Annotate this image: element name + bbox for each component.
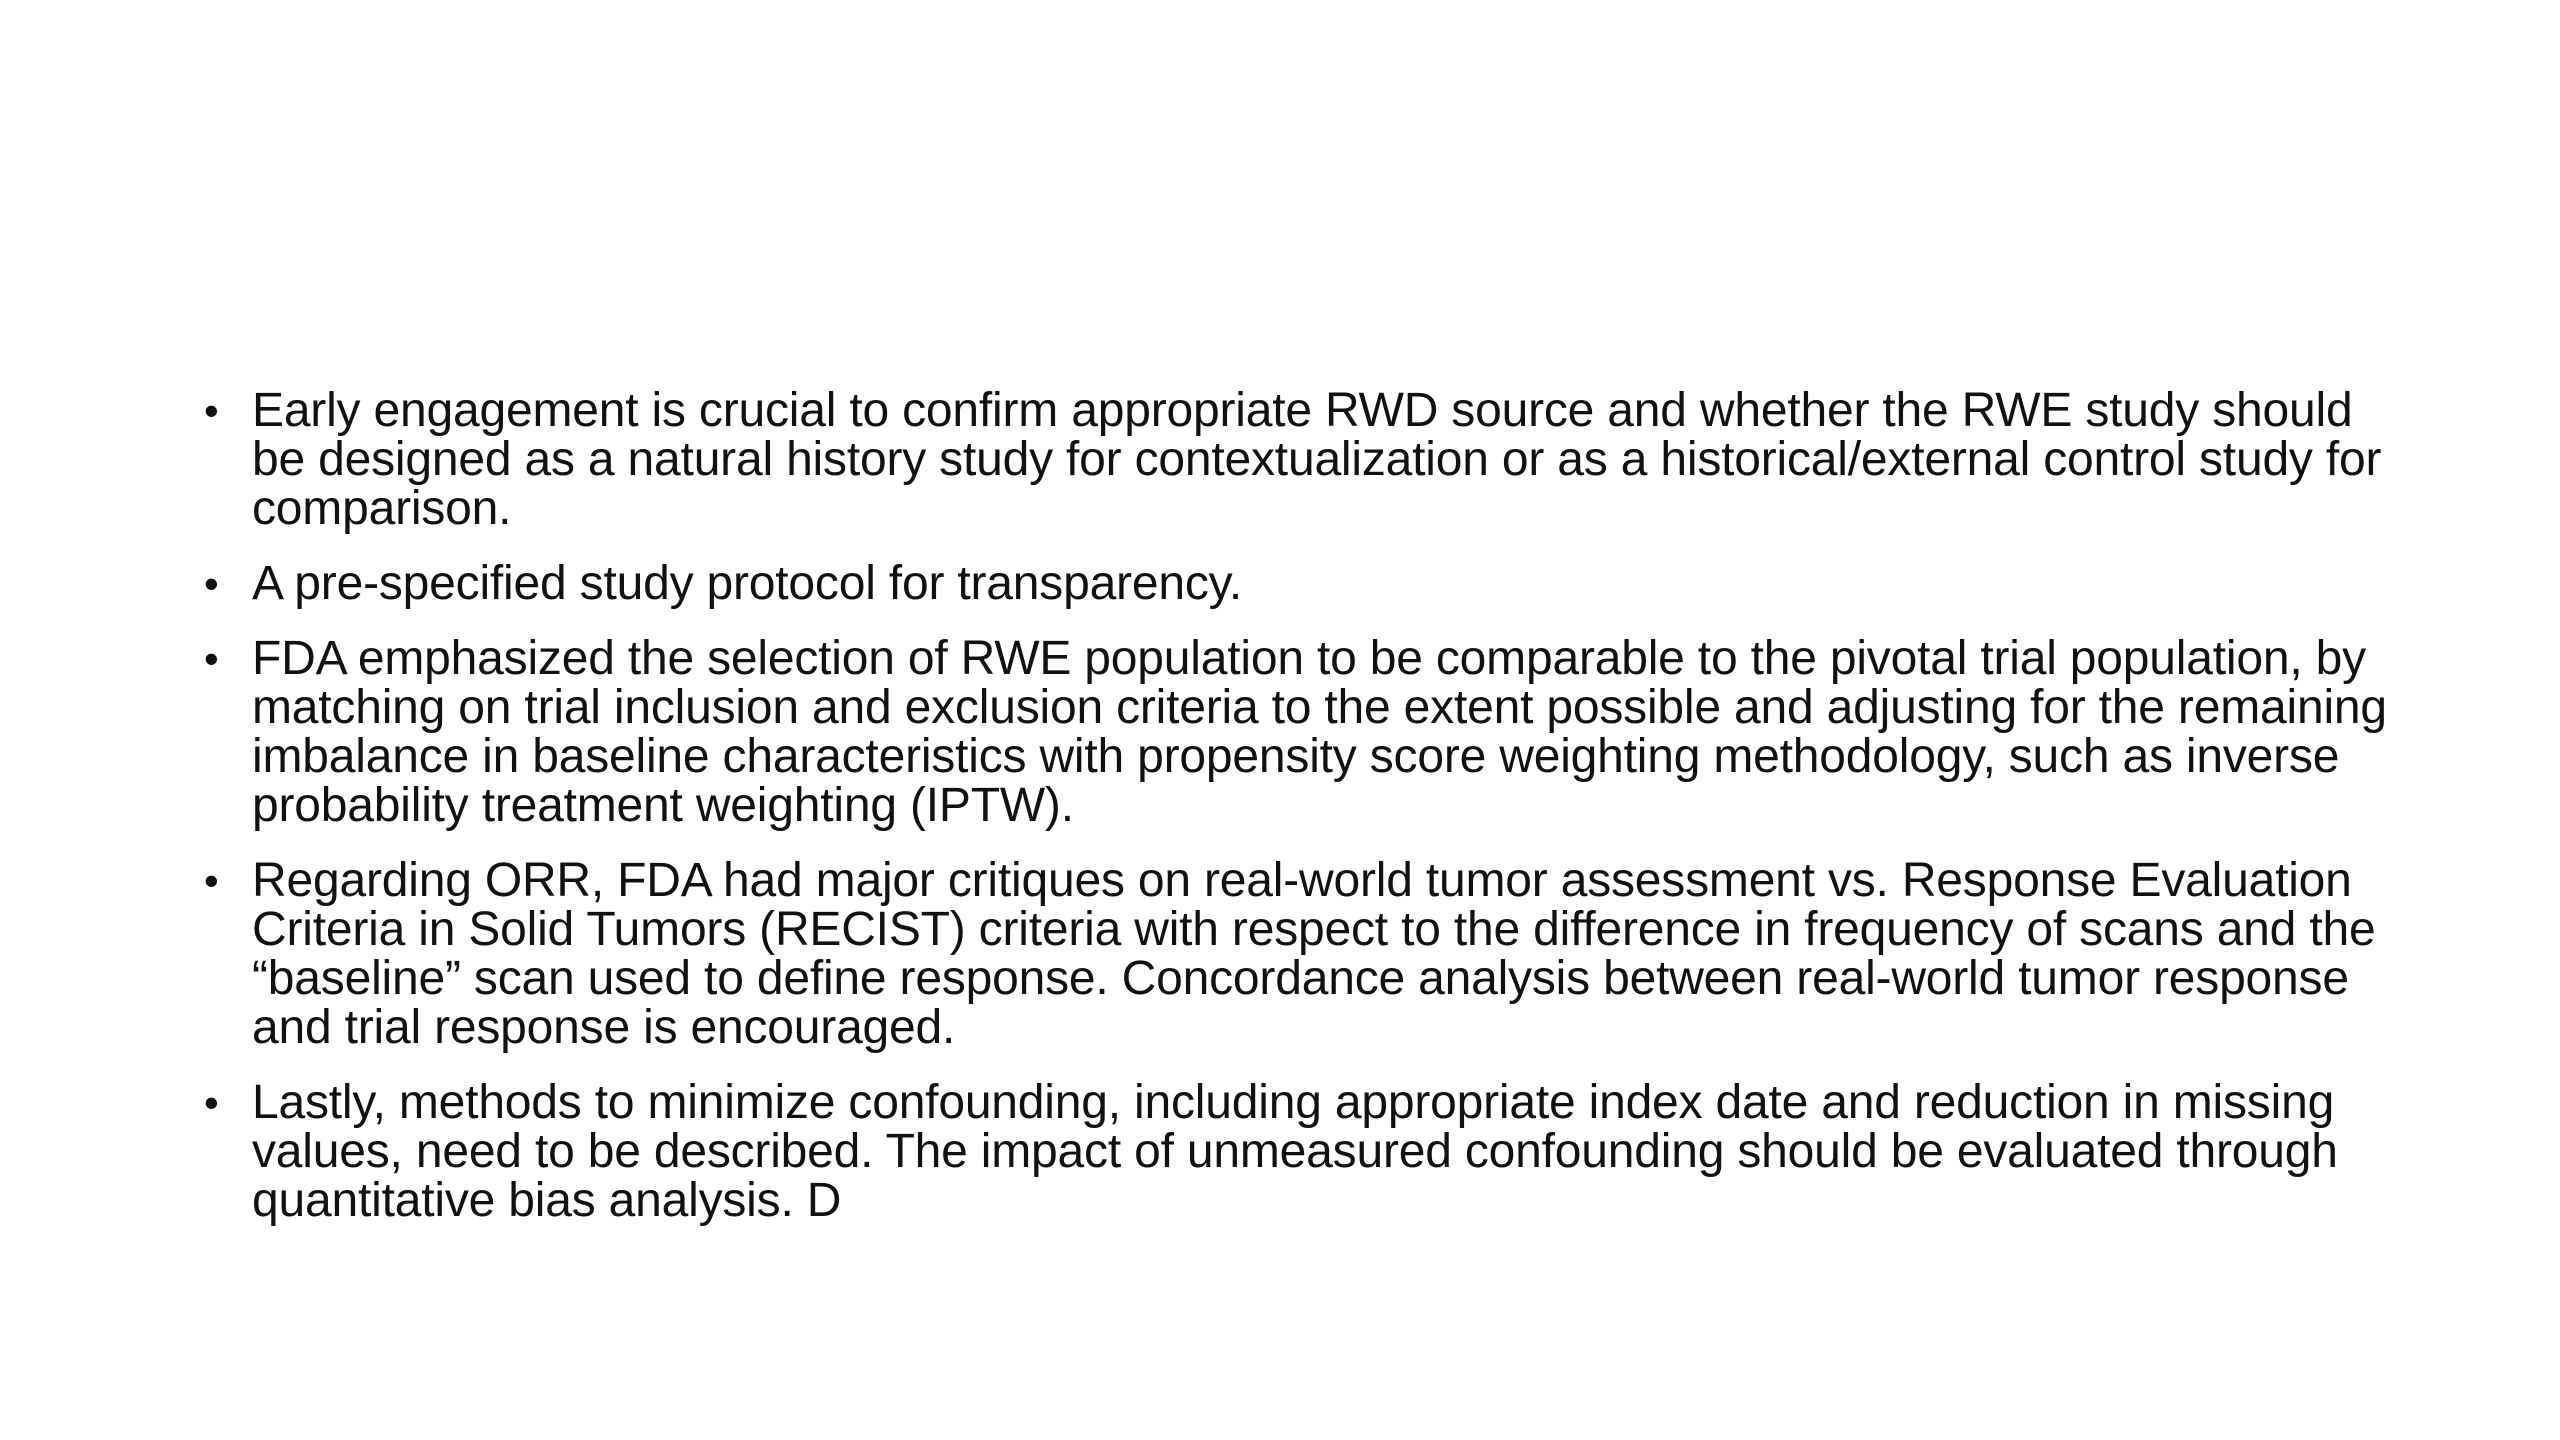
bullet-marker: •: [204, 857, 219, 904]
bullet-list: [196, 386, 2396, 1225]
bullet-text: Lastly, methods to minimize confounding, including appropriate index date and reduction in missing values, need to be described. The impact of unmeasured confounding should be evaluated through quantitative bias analysis. D: [252, 1076, 2338, 1227]
bullet-item-1: [196, 386, 2396, 533]
bullet-item-3: [196, 634, 2396, 830]
bullet-marker: •: [204, 635, 219, 682]
bullet-marker: •: [204, 387, 219, 434]
bullet-item-5: [196, 1078, 2396, 1225]
bullet-item-4: [196, 856, 2396, 1052]
bullet-marker: •: [204, 1079, 219, 1126]
bullet-item-2: [196, 559, 2396, 608]
slide-body: [196, 386, 2396, 1251]
bullet-text: Early engagement is crucial to confirm appropriate RWD source and whether the RWE study should be designed as a natural history study for contextualization or as a historical/external control study for comparison.: [252, 384, 2382, 535]
bullet-marker: •: [204, 560, 219, 607]
bullet-text: Regarding ORR, FDA had major critiques on real-world tumor assessment vs. Response Evaluation Criteria in Solid Tumors (RECIST) criteria with respect to the difference in frequency of scans and the “baseline” scan used to define response. Concordance analysis between real-world tumor response and trial response is encouraged.: [252, 854, 2376, 1054]
bullet-text: FDA emphasized the selection of RWE population to be comparable to the pivotal trial population, by matching on trial inclusion and exclusion criteria to the extent possible and adjusting for the remaining imbalance in baseline characteristics with propensity score weighting methodology, such as inverse probability treatment weighting (IPTW).: [252, 632, 2387, 832]
bullet-text: A pre-specified study protocol for transparency.: [252, 557, 1243, 610]
